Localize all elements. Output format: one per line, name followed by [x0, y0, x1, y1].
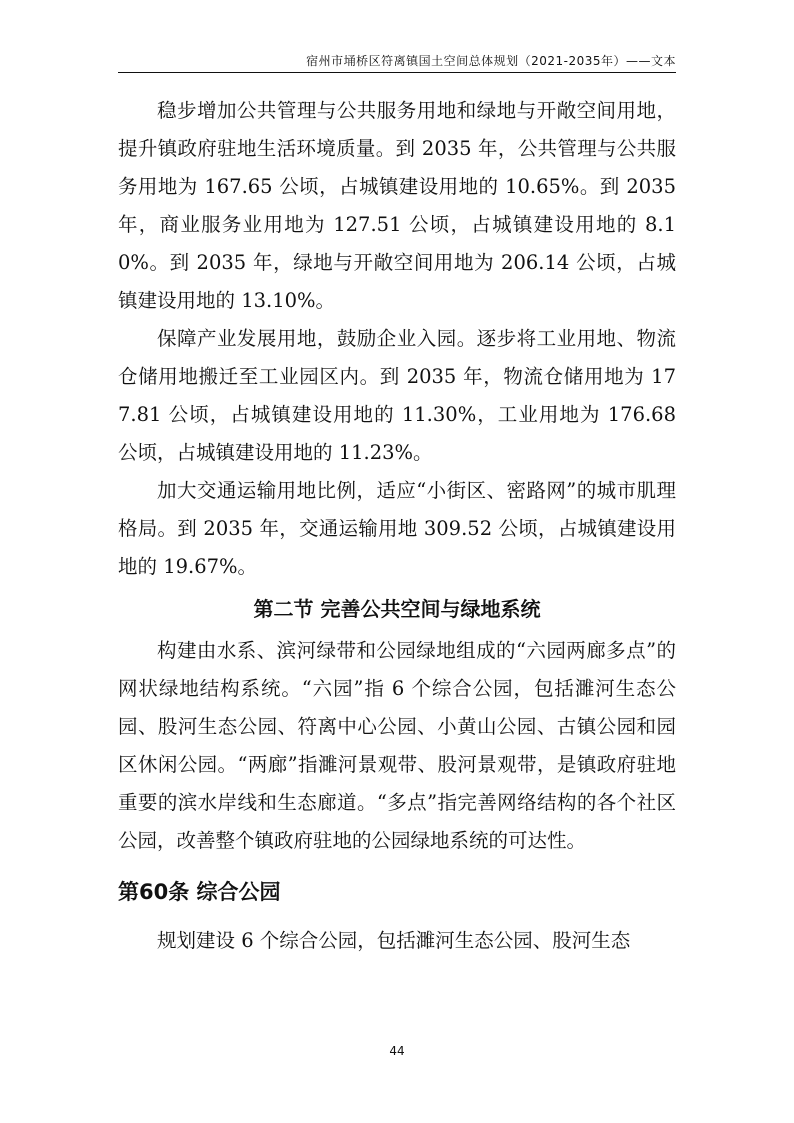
paragraph-comprehensive-parks: 规划建设 6 个综合公园，包括濉河生态公园、股河生态 — [157, 929, 631, 952]
document-body — [118, 92, 676, 960]
paragraph-transport-land: 加大交通运输用地比例，适应“小街区、密路网”的城市肌理格局。到 2035 年，交通运输用地 309.52 公顷，占城镇建设用地的 19.67%。 — [118, 479, 676, 578]
paragraph-green-system: 构建由水系、滨河绿带和公园绿地组成的“六园两廊多点”的网状绿地结构系统。“六园”指 6 个综合公园，包括濉河生态公园、股河生态公园、符离中心公园、小黄山公园、古镇公园和园区休闲公园。“两廊”指濉河景观带、股河景观带，是镇政府驻地重要的滨水岸线和生态廊道。“多点”指完善网络结构的各个社区公园，改善整个镇政府驻地的公园绿地系统的可达性。 — [118, 639, 676, 852]
page-number: 44 — [389, 1044, 405, 1058]
paragraph-industrial-land: 保障产业发展用地，鼓励企业入园。逐步将工业用地、物流仓储用地搬迁至工业园区内。到 2035 年，物流仓储用地为 177.81 公顷，占城镇建设用地的 11.30%，工业用地为 176.68 公顷，占城镇建设用地的 11.23%。 — [118, 327, 676, 464]
paragraph-public-land: 稳步增加公共管理与公共服务用地和绿地与开敞空间用地，提升镇政府驻地生活环境质量。到 2035 年，公共管理与公共服务用地为 167.65 公顷，占城镇建设用地的 10.65%。到 2035 年，商业服务业用地为 127.51 公顷，占城镇建设用地的 8.10%。到 2035 年，绿地与开敞空间用地为 206.14 公顷，占城镇建设用地的 13.10%。 — [118, 99, 676, 312]
page-header: 宿州市埇桥区符离镇国土空间总体规划（2021-2035年）——文本 — [118, 52, 676, 73]
article-title: 第60条 综合公园 — [118, 880, 281, 904]
section-title: 第二节 完善公共空间与绿地系统 — [253, 597, 541, 621]
